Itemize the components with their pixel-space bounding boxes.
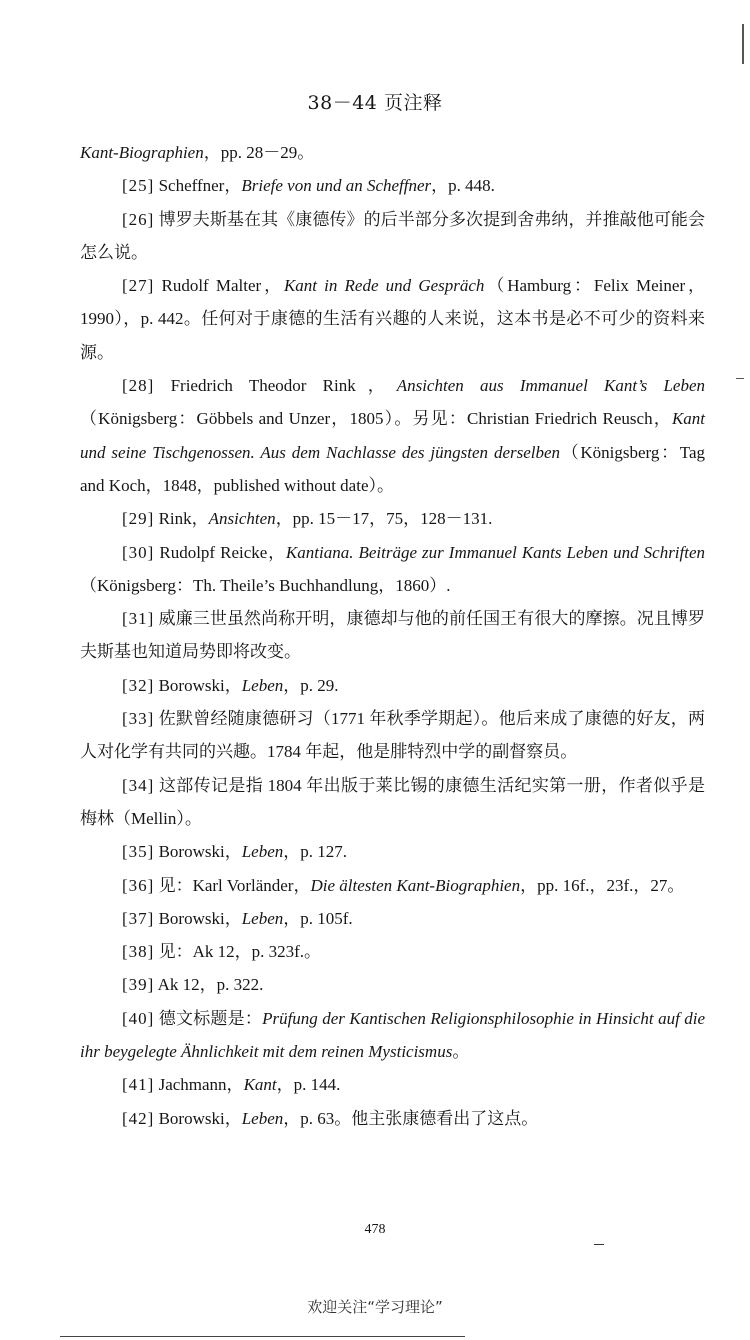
- note-text: Jachmann，: [158, 1075, 244, 1095]
- endnote-number: [27]: [122, 276, 155, 296]
- note-text: ，p. 144.: [276, 1075, 341, 1095]
- note-text: ，p. 29.: [283, 675, 339, 695]
- endnote-number: [28]: [122, 376, 155, 396]
- italic-title-text: Kant-Biographien: [80, 143, 204, 162]
- endnote-number: [32]: [122, 675, 155, 695]
- endnote-continuation: [80, 136, 705, 169]
- italic-title-text: Kant: [243, 1075, 277, 1095]
- note-text: 佐默曾经随康德研习（1771 年秋季学期起）。他后来成了康德的好友，两人对化学有共同的兴趣。1784 年起，他是腓特烈中学的副督察员。: [80, 709, 706, 762]
- italic-title-text: Prüfung der Kantischen Religionsphilosophie in Hinsicht auf die ihr beygelegte Ähnlichkeit mit dem reinen Mysticismus: [80, 1008, 706, 1062]
- note-text: ，p. 63。他主张康德看出了这点。: [283, 1108, 539, 1128]
- scan-mark: [594, 1244, 604, 1245]
- note-text: ，pp. 15－17，75，128－131.: [275, 509, 493, 529]
- endnote-number: [40]: [122, 1008, 155, 1028]
- endnote-28: [80, 369, 705, 502]
- note-text: （Hamburg：Felix Meiner，1990），p. 442。任何对于康德的生活有兴趣的人来说，这本书是必不可少的资料来源。: [80, 276, 705, 362]
- endnotes-list: [80, 136, 705, 1135]
- italic-title-text: Kantiana. Beiträge zur Immanuel Kants Leben und Schriften: [285, 542, 706, 562]
- endnote-number: [34]: [122, 775, 155, 795]
- running-header: 38－44 页注释: [307, 92, 443, 114]
- note-text: （Königsberg：Göbbels and Unzer，1805）。另见：Christian Friedrich Reusch，: [80, 409, 672, 429]
- note-text: 见：Ak 12，p. 323f.。: [158, 942, 322, 962]
- scan-edge-mark: [736, 378, 744, 379]
- italic-title-text: Ansichten aus Immanuel Kant’s Leben: [396, 376, 705, 396]
- note-text: ，pp. 28－29。: [203, 143, 315, 162]
- note-text: ，p. 105f.: [283, 908, 353, 928]
- endnote-40: [80, 1002, 705, 1069]
- footer-rule: [60, 1336, 465, 1337]
- footer-watermark-text: 欢迎关注“学习理论”: [307, 1298, 443, 1316]
- italic-title-text: Leben: [241, 908, 284, 928]
- note-text: 威廉三世虽然尚称开明，康德却与他的前任国王有很大的摩擦。况且博罗夫斯基也知道局势即将改变。: [80, 609, 706, 662]
- note-text: Rudolf Malter，: [161, 276, 284, 296]
- endnote-number: [37]: [122, 908, 155, 928]
- note-text: ，p. 127.: [283, 842, 347, 862]
- note-text: Borowski，: [158, 908, 242, 928]
- italic-title-text: Leben: [241, 675, 284, 695]
- note-text: ，p. 448.: [431, 176, 495, 196]
- endnote-34: [80, 769, 705, 836]
- note-text: （Königsberg：Tag and Koch，1848，published without date）。: [80, 442, 705, 495]
- endnote-number: [36]: [122, 875, 155, 895]
- scan-edge-mark: [742, 24, 744, 64]
- endnote-39: [80, 968, 705, 1001]
- endnote-33: [80, 702, 705, 769]
- endnote-27: [80, 269, 705, 369]
- endnote-30: [80, 536, 705, 603]
- endnote-36: [80, 869, 705, 902]
- endnote-25: [80, 169, 705, 202]
- italic-title-text: Briefe von und an Scheffner: [241, 176, 432, 196]
- italic-title-text: Leben: [241, 842, 284, 862]
- italic-title-text: Kant und seine Tischgenossen. Aus dem Nachlasse des jüngsten derselben: [80, 409, 705, 462]
- endnote-number: [31]: [122, 609, 155, 629]
- endnote-41: [80, 1068, 705, 1101]
- endnote-number: [38]: [122, 942, 155, 962]
- note-text: Rudolpf Reicke，: [159, 542, 286, 562]
- note-text: 博罗夫斯基在其《康德传》的后半部分多次提到舍弗纳，并推敲他可能会怎么说。: [80, 209, 706, 262]
- endnote-31: [80, 602, 705, 669]
- endnote-38: [80, 935, 705, 968]
- note-text: 。: [452, 1042, 470, 1062]
- endnote-number: [42]: [122, 1108, 155, 1128]
- endnote-number: [41]: [122, 1075, 155, 1095]
- note-text: （Königsberg：Th. Theile’s Buchhandlung，1860）.: [80, 575, 451, 595]
- endnote-35: [80, 835, 705, 868]
- endnote-number: [39]: [122, 975, 155, 995]
- endnote-29: [80, 502, 705, 535]
- endnote-32: [80, 669, 705, 702]
- endnote-number: [33]: [122, 709, 155, 729]
- note-text: Borowski，: [158, 1108, 242, 1128]
- endnote-number: [29]: [122, 509, 155, 529]
- note-text: Rink，: [158, 509, 209, 529]
- endnote-number: [25]: [122, 176, 155, 196]
- italic-title-text: Leben: [241, 1108, 284, 1128]
- endnote-26: [80, 203, 705, 270]
- note-text: Borowski，: [158, 842, 242, 862]
- endnote-number: [26]: [122, 209, 155, 229]
- page-number: 478: [364, 1222, 386, 1237]
- note-text: Ak 12，p. 322.: [157, 975, 264, 995]
- endnote-37: [80, 902, 705, 935]
- note-text: 见：Karl Vorländer，: [158, 875, 311, 895]
- endnote-42: [80, 1102, 705, 1135]
- note-text: Friedrich Theodor Rink，: [170, 376, 397, 396]
- italic-title-text: Kant in Rede und Gespräch: [283, 276, 485, 296]
- note-text: Scheffner，: [158, 176, 242, 196]
- note-text: Borowski，: [158, 675, 242, 695]
- italic-title-text: Ansichten: [208, 509, 276, 529]
- endnote-number: [35]: [122, 842, 155, 862]
- note-text: ，pp. 16f.，23f.，27。: [520, 875, 685, 895]
- endnote-number: [30]: [122, 542, 155, 562]
- italic-title-text: Die ältesten Kant-Biographien: [310, 875, 521, 895]
- note-text: 这部传记是指 1804 年出版于莱比锡的康德生活纪实第一册，作者似乎是梅林（Mellin）。: [80, 775, 706, 828]
- note-text: 德文标题是：: [158, 1008, 263, 1028]
